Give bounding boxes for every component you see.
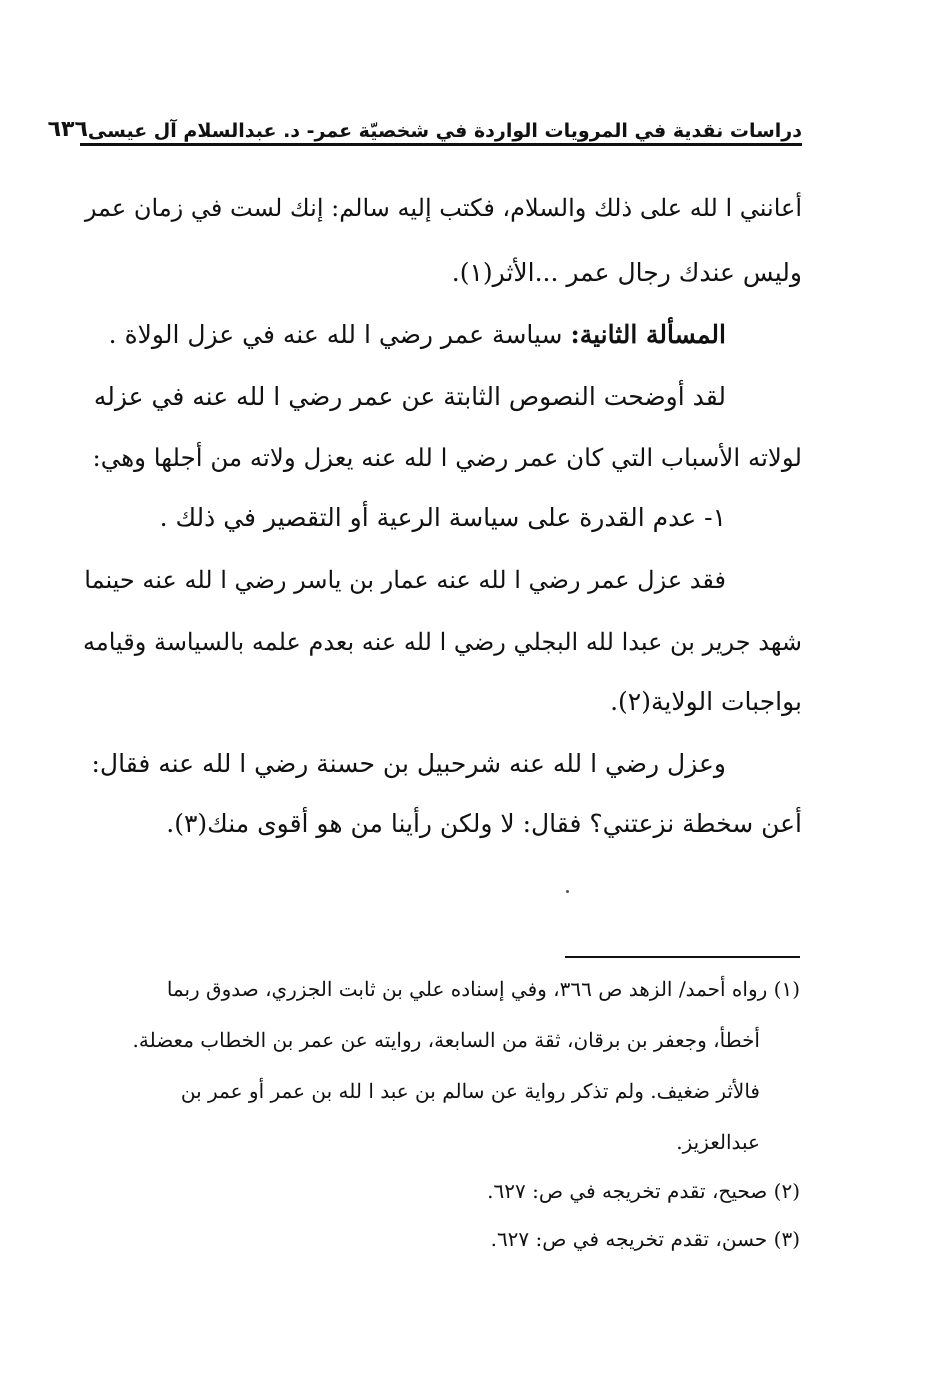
- section-line: [109, 315, 726, 355]
- body-line-8: شهد جرير بن عبدا لله البجلي رضي ا لله عنه بعدم علمه بالسياسة وقيامه: [82, 628, 802, 656]
- footnote-line-3: فالأثر ضغيف. ولم تذكر رواية عن سالم بن عبد ا لله بن عمر أو عمر بن: [180, 1079, 760, 1103]
- body-line-10: وعزل رضي ا لله عنه شرحبيل بن حسنة رضي ا لله عنه فقال:: [91, 749, 726, 778]
- header-rule: [80, 143, 802, 146]
- body-line-7: فقد عزل عمر رضي ا لله عنه عمار بن ياسر رضي ا لله عنه حينما: [84, 566, 726, 594]
- running-header: [47, 108, 802, 142]
- page-number: ٦٣٦: [47, 117, 88, 142]
- body-line-5: لولاته الأسباب التي كان عمر رضي ا لله عنه يعزل ولاته من أجلها وهي:: [92, 443, 802, 472]
- section-heading: المسألة الثانية:: [570, 320, 726, 349]
- footnote-line-2: أخطأ، وجعفر بن برقان، ثقة من السابعة، روايته عن عمر بن الخطاب معضلة.: [132, 1028, 760, 1052]
- footnote-separator: [565, 956, 800, 958]
- list-item-1: ١- عدم القدرة على سياسة الرعية أو التقصير في ذلك .: [159, 503, 726, 532]
- body-line-2: وليس عندك رجال عمر ...الأثر(١).: [451, 258, 802, 287]
- section-heading-text: سياسة عمر رضي ا لله عنه في عزل الولاة .: [108, 320, 563, 349]
- body-line-11: أعن سخطة نزعتني؟ فقال: لا ولكن رأينا من هو أقوى منك(٣).: [166, 809, 802, 838]
- stray-dot: [566, 890, 569, 893]
- footnote-3: (٣) حسن، تقدم تخريجه في ص: ٦٢٧.: [490, 1227, 800, 1251]
- footnote-2: (٢) صحيح، تقدم تخريجه في ص: ٦٢٧.: [487, 1179, 800, 1203]
- body-line-9: بواجبات الولاية(٢).: [610, 687, 802, 716]
- footnote-line-1: (١) رواه أحمد/ الزهد ص ٣٦٦، وفي إسناده علي بن ثابت الجزري، صدوق ربما: [166, 977, 800, 1001]
- header-title: دراسات نقدية في المرويات الواردة في شخصيّة عمر- د. عبدالسلام آل عيسى: [87, 120, 802, 142]
- body-line-1: أعانني ا لله على ذلك والسلام، فكتب إليه سالم: إنك لست في زمان عمر: [84, 194, 802, 222]
- footnote-line-4: عبدالعزيز.: [676, 1130, 760, 1154]
- body-line-4: لقد أوضحت النصوص الثابتة عن عمر رضي ا لله عنه في عزله: [93, 382, 726, 411]
